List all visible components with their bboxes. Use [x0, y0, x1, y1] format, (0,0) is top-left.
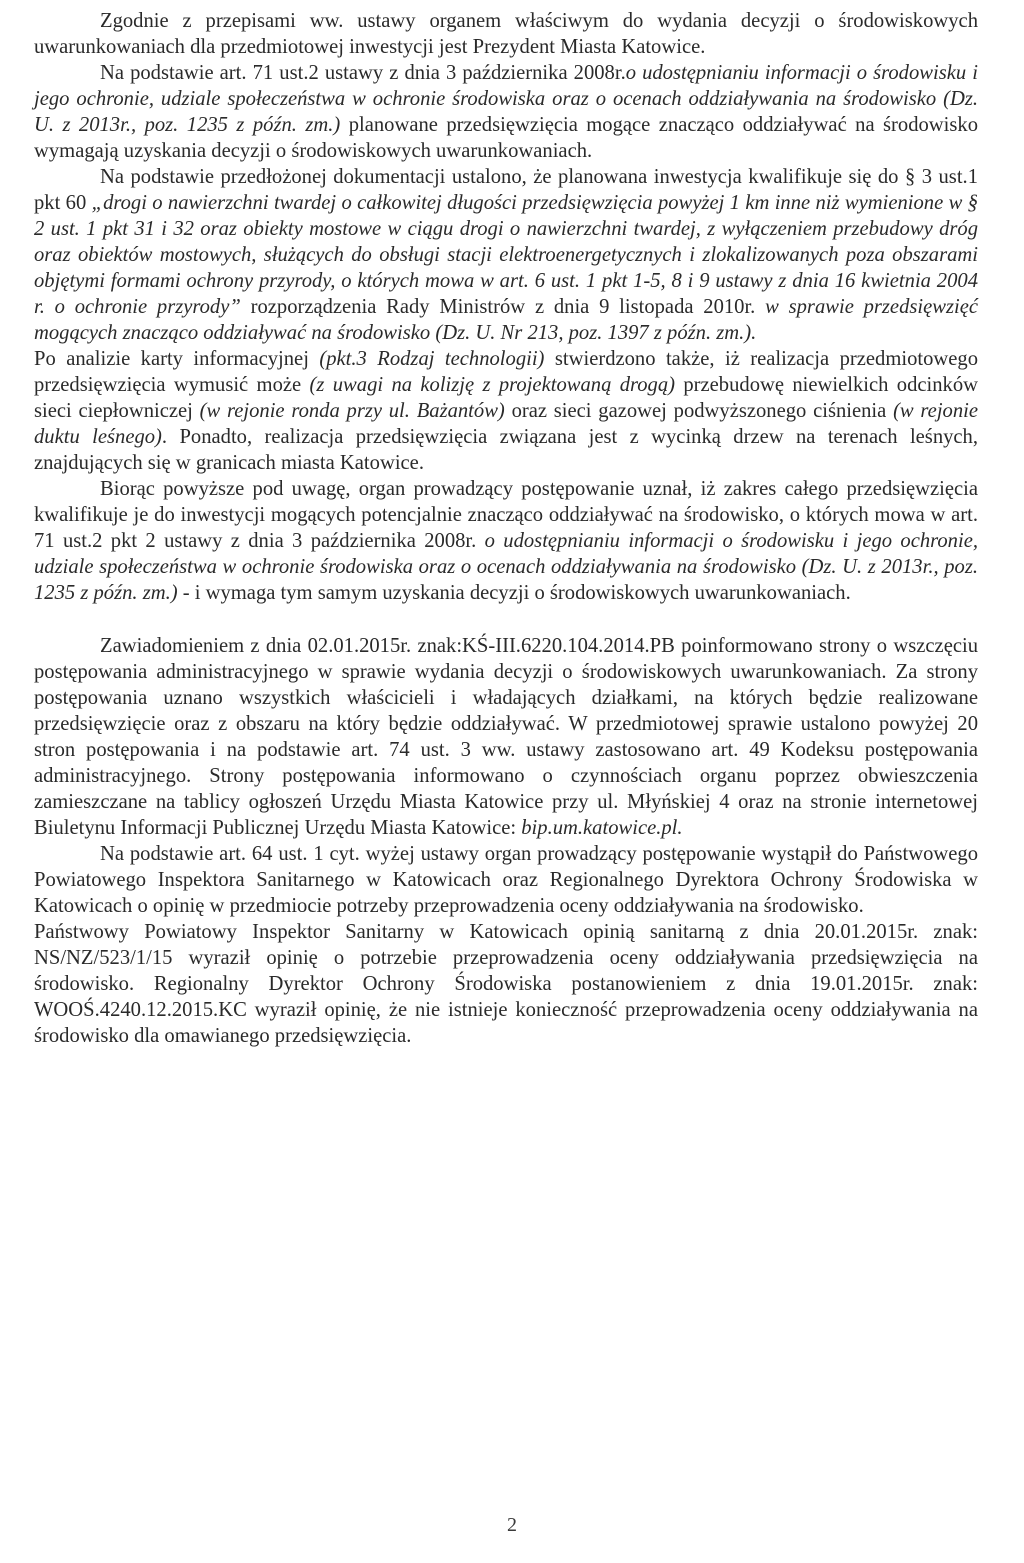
paragraph-notification	[34, 633, 978, 841]
paragraph-qualification	[34, 164, 978, 346]
paragraph-authority-finding	[34, 476, 978, 606]
analysis-text-2: stwierdzono także, iż realizacja przedmiotowego przedsięwzięcia wymusić może	[34, 348, 978, 396]
paragraph-opinions-received: Państwowy Powiatowy Inspektor Sanitarny w Katowicach opinią sanitarną z dnia 20.01.2015r. znak: NS/NZ/523/1/15 wyraził opinię o potrzebie przeprowadzenia oceny oddziaływania przedsięwzięcia na środowisko. Regionalny Dyrektor Ochrony Środowiska postanowieniem z dnia 19.01.2015r. znak: WOOŚ.4240.12.2015.KC wyraził opinię, że nie istnieje konieczność przeprowadzenia oceny oddziaływania na środowisko dla omawianego przedsięwzięcia.	[34, 921, 978, 1047]
qualification-text: Na podstawie przedłożonej dokumentacji ustalono, że planowana inwestycja kwalifikuje się do § 3 ust.1 pkt 60	[34, 166, 978, 214]
document-page	[34, 8, 978, 1049]
paragraph-opinion-request: Na podstawie art. 64 ust. 1 cyt. wyżej ustawy organ prowadzący postępowanie wystąpił do Państwowego Powiatowego Inspektora Sanitarnego w Katowicach oraz Regionalnego Dyrektora Ochrony Środowiska w Katowicach o opinię w przedmiocie potrzeby przeprowadzenia oceny oddziaływania na środowisko.	[34, 843, 978, 917]
paragraph-spacer	[34, 606, 978, 633]
analysis-text-1: Po analizie karty informacyjnej	[34, 348, 320, 370]
analysis-note-technology: (pkt.3 Rodzaj technologii)	[319, 348, 545, 370]
legal-basis-text: Na podstawie art. 71 ust.2 ustawy z dnia 3 października 2008r.	[100, 62, 626, 84]
analysis-note-roundabout: (w rejonie ronda przy ul. Bażantów)	[199, 400, 505, 422]
paragraph-competent-authority: Zgodnie z przepisami ww. ustawy organem właściwym do wydania decyzji o środowiskowych uwarunkowaniach dla przedmiotowej inwestycji jest Prezydent Miasta Katowice.	[34, 10, 978, 58]
page-number: 2	[507, 1514, 517, 1536]
analysis-note-forest-track: (w rejonie duktu leśnego)	[34, 400, 978, 448]
bip-address: bip.um.katowice.pl.	[521, 817, 683, 839]
analysis-text-4: oraz sieci gazowej podwyższonego ciśnienia	[504, 400, 894, 422]
analysis-text-3: przebudowę niewielkich odcinków sieci ciepłowniczej	[34, 374, 979, 422]
analysis-text-5: . Ponadto, realizacja przedsięwzięcia związana jest z wycinką drzew na terenach leśnych, znajdujących się w granicach miasta Katowice.	[34, 426, 979, 474]
paragraph-legal-basis	[34, 60, 978, 164]
legal-basis-conclusion: planowane przedsięwzięcia mogące znacząco oddziaływać na środowisko wymagają uzyskania decyzji o środowiskowych uwarunkowaniach.	[34, 114, 978, 162]
act-title-citation: o udostępnianiu informacji o środowisku i jego ochronie, udziale społeczeństwa w ochronie środowiska oraz o ocenach oddziaływania na środowisko (Dz. U. z 2013r., poz. 1235 z późn. zm.)	[34, 62, 978, 136]
regulation-reference: rozporządzenia Rady Ministrów z dnia 9 listopada 2010r.	[240, 296, 766, 318]
notification-text: Zawiadomieniem z dnia 02.01.2015r. znak:KŚ-III.6220.104.2014.PB poinformowano strony o wszczęciu postępowania administracyjnego w sprawie wydania decyzji o środowiskowych uwarunkowaniach. Za strony postępowania uznano wszystkich właścicieli i władających działkami, na których będzie realizowane przedsięwzięcie oraz z obszaru na który będzie oddziaływać. W przedmiotowej sprawie ustalono powyżej 20 stron postępowania i na podstawie art. 74 ust. 3 ww. ustawy zastosowano art. 49 Kodeksu postępowania administracyjnego. Strony postępowania informowano o czynnościach organu poprzez obwieszczenia zamieszczane na tablicy ogłoszeń Urzędu Miasta Katowice przy ul. Młyńskiej 4 oraz na stronie internetowej Biuletynu Informacji Publicznej Urzędu Miasta Katowice:	[34, 635, 978, 839]
analysis-note-collision: (z uwagi na kolizję z projektowaną drogą)	[309, 374, 676, 396]
finding-conclusion: - i wymaga tym samym uzyskania decyzji o środowiskowych uwarunkowaniach.	[177, 582, 851, 604]
finding-act-citation: o udostępnianiu informacji o środowisku i jego ochronie, udziale społeczeństwa w ochronie środowiska oraz o ocenach oddziaływania na środowisko (Dz. U. z 2013r., poz. 1235 z późn. zm.)	[34, 530, 978, 604]
paragraph-info-card-analysis	[34, 346, 978, 476]
regulation-quote: „drogi o nawierzchni twardej o całkowitej długości przedsięwzięcia powyżej 1 km inne niż wymienione w § 2 ust. 1 pkt 31 i 32 oraz obiekty mostowe w ciągu drogi o nawierzchni twardej, z wyłączeniem przebudowy dróg oraz obiektów mostowych, służących do obsługi stacji elektroenergetycznych i zlokalizowanych poza obszarami objętymi formami ochrony przyrody, o których mowa w art. 6 ust. 1 pkt 1-5, 8 i 9 ustawy z dnia 16 kwietnia 2004 r. o ochronie przyrody”	[34, 192, 978, 318]
regulation-title-citation: w sprawie przedsięwzięć mogących znacząco oddziaływać na środowisko (Dz. U. Nr 213, poz. 1397 z późn. zm.).	[34, 296, 978, 344]
finding-text: Biorąc powyższe pod uwagę, organ prowadzący postępowanie uznał, iż zakres całego przedsięwzięcia kwalifikuje je do inwestycji mogących potencjalnie znacząco oddziaływać na środowisko, o których mowa w art. 71 ust.2 pkt 2 ustawy z dnia 3 października 2008r.	[34, 478, 978, 552]
